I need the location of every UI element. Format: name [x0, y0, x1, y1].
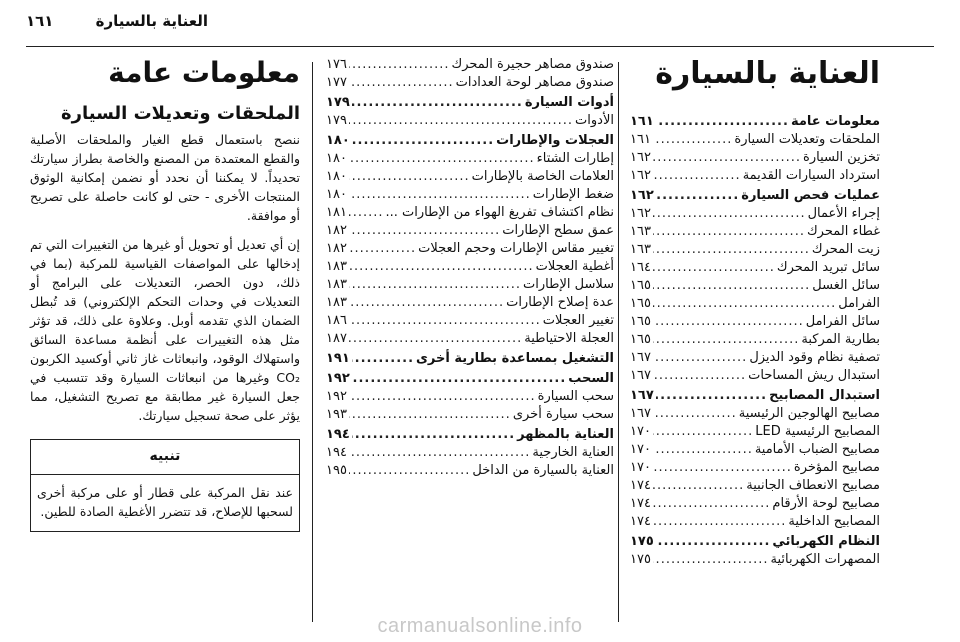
toc-entry-page: ١٨٣ — [326, 277, 347, 292]
toc-entry[interactable] — [326, 276, 614, 294]
toc-entry[interactable] — [326, 444, 614, 462]
toc-leader-dots — [653, 241, 810, 259]
toc-heading-entry[interactable] — [630, 387, 880, 405]
toc-entry-label: استرداد السيارات القديمة — [742, 168, 880, 183]
toc-entry-page: ١٧٦ — [326, 57, 347, 72]
toc-entry-label: أدوات السيارة — [524, 95, 614, 110]
info-column — [30, 56, 300, 532]
toc-entry[interactable] — [630, 241, 880, 259]
toc-entry[interactable] — [630, 205, 880, 223]
toc-entry-label: زيت المحرك — [811, 242, 880, 257]
toc-entry-page: ١٧٤ — [630, 514, 651, 529]
toc-heading-entry[interactable] — [326, 370, 614, 388]
caution-body: عند نقل المركبة على قطار أو على مركبة أخرى لسحبها للإصلاح، قد تتضرر الأغطية الصادة للطين. — [37, 485, 293, 519]
toc-entry[interactable] — [326, 150, 614, 168]
toc-entry-page: ١٦٢ — [630, 188, 654, 203]
toc-leader-dots — [653, 367, 746, 385]
toc-entry[interactable] — [326, 74, 614, 92]
toc-leader-dots — [653, 459, 792, 477]
toc-entry[interactable] — [630, 423, 880, 441]
toc-leader-dots — [352, 94, 523, 112]
toc-entry-page: ١٦٧ — [630, 368, 651, 383]
toc-leader-dots — [656, 533, 771, 551]
toc-leader-dots — [349, 406, 511, 424]
toc-leader-dots — [352, 132, 494, 150]
toc-entry-page: ١٧٩ — [326, 95, 350, 110]
toc-entry[interactable] — [326, 406, 614, 424]
toc-entry-page: ١٦٧ — [630, 350, 651, 365]
toc-leader-dots — [653, 513, 786, 531]
toc-leader-dots — [349, 112, 573, 130]
info-paragraph-1: ننصح باستعمال قطع الغيار والملحقات الأصلية والقطع المعتمدة من المصنع والخاصة بطراز سيارتك تحديداً. لا يمكننا أن نحدد أو نضمن إمكانية الوثوق المنتجات الأخرى - حتى لو كانت حاصلة على تصريح أو موافقة. — [30, 132, 300, 223]
toc-entry-page: ١٦٢ — [630, 206, 651, 221]
toc-entry-label: مصابيح الهالوجين الرئيسية — [738, 406, 880, 421]
toc-leader-dots — [349, 258, 534, 276]
toc-entry[interactable] — [630, 331, 880, 349]
toc-entry-label: الفرامل — [838, 296, 880, 311]
toc-heading-entry[interactable] — [326, 132, 614, 150]
toc-entry-label: المصابيح الداخلية — [788, 514, 880, 529]
toc-leader-dots — [653, 331, 799, 349]
toc-leader-dots — [653, 313, 804, 331]
toc-leader-dots — [656, 387, 767, 405]
toc-leader-dots — [653, 149, 801, 167]
toc-leader-dots — [349, 294, 504, 312]
toc-leader-dots — [653, 131, 732, 149]
toc-entry-page: ١٩٥ — [326, 463, 347, 478]
toc-leader-dots — [653, 349, 747, 367]
toc-entry-label: سحب سيارة أخرى — [512, 407, 614, 422]
toc-leader-dots — [349, 444, 530, 462]
toc-leader-dots — [656, 187, 739, 205]
toc-entry-label: تصفية نظام وقود الديزل — [749, 350, 880, 365]
toc-entry-label: العجلات والإطارات — [496, 133, 614, 148]
toc-leader-dots — [349, 222, 500, 240]
caution-box — [30, 439, 300, 532]
toc-entry-label: سائل الغسل — [812, 278, 880, 293]
toc-entry-page: ١٧٠ — [630, 460, 651, 475]
toc-leader-dots — [653, 477, 744, 495]
toc-entry[interactable] — [326, 388, 614, 406]
header-title: العناية بالسيارة — [95, 12, 208, 30]
toc-entry-page: ١٦٣ — [630, 224, 651, 239]
toc-entry-page: ١٨٦ — [326, 313, 347, 328]
toc-entry-label: معلومات عامة — [790, 114, 880, 129]
toc-entry-label: غطاء المحرك — [806, 224, 880, 239]
toc-entry-page: ١٨٠ — [326, 169, 347, 184]
toc-entry[interactable] — [630, 313, 880, 331]
toc-leader-dots — [653, 277, 810, 295]
toc-leader-dots — [349, 150, 535, 168]
toc-heading-entry[interactable] — [630, 533, 880, 551]
toc-entry-label: سحب السيارة — [537, 389, 614, 404]
toc-entry-label: التشغيل بمساعدة بطارية أخرى — [416, 351, 614, 366]
toc-entry-page: ١٩١ — [326, 351, 350, 366]
toc-entry[interactable] — [630, 349, 880, 367]
toc-entry-label: تغيير مقاس الإطارات وحجم العجلات — [418, 241, 614, 256]
toc-entry-label: ضغط الإطارات — [532, 187, 614, 202]
toc-leader-dots — [653, 405, 737, 423]
toc-entry[interactable] — [630, 477, 880, 495]
toc-entry[interactable] — [630, 551, 880, 569]
toc-entry[interactable] — [326, 240, 614, 258]
toc-entry-label: استبدال ريش المساحات — [748, 368, 880, 383]
toc-entry-page: ١٧٥ — [630, 552, 651, 567]
toc-entry-page: ١٦٧ — [630, 406, 651, 421]
toc-leader-dots — [653, 423, 753, 441]
toc-entry[interactable] — [326, 186, 614, 204]
toc-leader-dots — [349, 240, 416, 258]
toc-leader-dots — [653, 167, 741, 185]
toc-entry-page: ١٧٤ — [630, 496, 651, 511]
toc-entry[interactable] — [630, 167, 880, 185]
toc-entry-page: ١٧٠ — [630, 424, 651, 439]
toc-entry-label: سائل تبريد المحرك — [776, 260, 880, 275]
toc-leader-dots — [349, 74, 454, 92]
toc-mid-list — [326, 56, 614, 480]
toc-entry[interactable] — [630, 367, 880, 385]
toc-leader-dots — [349, 168, 470, 186]
toc-entry[interactable] — [630, 405, 880, 423]
toc-heading-entry[interactable] — [326, 350, 614, 368]
toc-entry-label: استبدال المصابيح — [769, 388, 880, 403]
toc-entry[interactable] — [630, 441, 880, 459]
toc-leader-dots — [653, 551, 769, 569]
toc-entry-page: ١٦٥ — [630, 296, 651, 311]
header-rule — [26, 46, 934, 47]
toc-entry-label: العناية بالمظهر — [517, 427, 614, 442]
toc-leader-dots — [653, 259, 775, 277]
toc-leader-dots — [349, 388, 536, 406]
toc-entry-label: المصهرات الكهربائية — [770, 552, 880, 567]
toc-entry-label: سلاسل الإطارات — [523, 277, 614, 292]
toc-entry[interactable] — [326, 168, 614, 186]
toc-leader-dots — [352, 350, 414, 368]
toc-entry-label: العجلة الاحتياطية — [524, 331, 614, 346]
toc-mid-column — [326, 56, 614, 480]
toc-entry-page: ١٦٤ — [630, 260, 651, 275]
toc-right-column — [630, 56, 880, 569]
toc-right-list — [630, 113, 880, 569]
toc-entry-page: ١٦٥ — [630, 278, 651, 293]
toc-entry-label: مصابيح لوحة الأرقام — [772, 496, 880, 511]
toc-leader-dots — [349, 330, 522, 348]
toc-entry-page: ١٦١ — [630, 114, 654, 129]
toc-entry-label: مصابيح الانعطاف الجانبية — [746, 478, 880, 493]
toc-entry-label: صندوق مصاهر لوحة العدادات — [455, 75, 614, 90]
toc-entry-page: ١٩٣ — [326, 407, 347, 422]
toc-entry-page: ١٨٢ — [326, 241, 347, 256]
toc-entry[interactable] — [326, 204, 614, 222]
toc-entry-label: العلامات الخاصة بالإطارات — [471, 169, 614, 184]
toc-leader-dots — [349, 462, 470, 480]
toc-entry[interactable] — [326, 312, 614, 330]
page-number: ١٦١ — [26, 12, 54, 30]
toc-entry-label: الملحقات وتعديلات السيارة — [734, 132, 880, 147]
toc-entry[interactable] — [630, 513, 880, 531]
toc-heading-entry[interactable] — [630, 187, 880, 205]
toc-entry-page: ١٨٢ — [326, 223, 347, 238]
toc-entry[interactable] — [630, 277, 880, 295]
toc-entry-page: ١٩٤ — [326, 445, 347, 460]
toc-entry[interactable] — [630, 131, 880, 149]
toc-entry-page: ١٦١ — [630, 132, 651, 147]
toc-entry-page: ١٩٢ — [326, 389, 347, 404]
toc-leader-dots — [349, 186, 531, 204]
toc-entry[interactable] — [630, 295, 880, 313]
toc-entry-page: ١٨٧ — [326, 331, 347, 346]
toc-heading-entry[interactable] — [630, 113, 880, 131]
toc-leader-dots — [352, 370, 566, 388]
toc-entry[interactable] — [326, 258, 614, 276]
toc-leader-dots — [653, 441, 753, 459]
toc-entry-label: نظام اكتشاف تفريغ الهواء من الإطارات ... — [385, 205, 614, 220]
toc-entry-page: ١٨٣ — [326, 295, 347, 310]
toc-leader-dots — [349, 56, 450, 74]
toc-entry[interactable] — [630, 223, 880, 241]
toc-entry-label: بطارية المركبة — [801, 332, 880, 347]
toc-heading-entry[interactable] — [326, 94, 614, 112]
toc-entry[interactable] — [326, 112, 614, 130]
toc-entry-label: النظام الكهربائي — [772, 534, 880, 549]
toc-entry-page: ١٦٧ — [630, 388, 654, 403]
toc-entry-page: ١٧٧ — [326, 75, 347, 90]
toc-entry-label: سائل الفرامل — [805, 314, 880, 329]
toc-entry-page: ١٦٢ — [630, 150, 651, 165]
toc-entry-page: ١٨٠ — [326, 133, 350, 148]
toc-entry-label: صندوق مصاهر حجيرة المحرك — [451, 57, 614, 72]
toc-leader-dots — [349, 204, 384, 222]
toc-entry-page: ١٨٠ — [326, 187, 347, 202]
chapter-title: العناية بالسيارة — [655, 56, 880, 91]
toc-entry-label: عمق سطح الإطارات — [502, 223, 614, 238]
toc-leader-dots — [349, 312, 541, 330]
info-subtitle: الملحقات وتعديلات السيارة — [60, 103, 300, 124]
toc-entry-label: إطارات الشتاء — [536, 151, 614, 166]
toc-entry[interactable] — [630, 149, 880, 167]
toc-entry-label: أغطية العجلات — [535, 259, 614, 274]
toc-entry-label: عدة إصلاح الإطارات — [506, 295, 614, 310]
toc-entry-page: ١٧٥ — [630, 534, 654, 549]
toc-leader-dots — [653, 205, 806, 223]
toc-entry[interactable] — [326, 56, 614, 74]
column-divider-right — [618, 62, 619, 622]
toc-entry-label: المصابيح الرئيسية LED — [755, 424, 880, 439]
toc-entry-page: ١٦٥ — [630, 332, 651, 347]
toc-entry-page: ١٨٣ — [326, 259, 347, 274]
toc-leader-dots — [352, 426, 515, 444]
toc-entry-label: إجراء الأعمال — [807, 206, 880, 221]
toc-leader-dots — [653, 295, 836, 313]
info-paragraph-2: إن أي تعديل أو تحويل أو غيرها من التغييرات التي تم إدخالها على المواصفات القياسية للمركبة (بما في ذلك، دون الحصر، التعديلات على البرامج أو التعديلات في وحدات التحكم الإلكتروني) قد تُبطل الضمان الذي تقدمه أوبل. وعلاوة على ذلك، قد تؤثر مثل هذه التغييرات على أنظمة مساعدة السائق واستهلاك الوقود، وانبعاثات غاز ثاني أوكسيد الكربون CO₂ وغيرها من انبعاثات السيارة وقد تتسبب في جعل السيارة غير مطابقة مع تصريح التشغيل، مما يؤثر على صحة تسجيل سيارتك. — [30, 237, 300, 423]
toc-entry-page: ١٦٣ — [630, 242, 651, 257]
toc-entry-page: ١٧٠ — [630, 442, 651, 457]
toc-entry[interactable] — [326, 462, 614, 480]
info-title: معلومات عامة — [108, 56, 300, 89]
toc-entry-label: عمليات فحص السيارة — [741, 188, 880, 203]
toc-entry-page: ١٦٢ — [630, 168, 651, 183]
toc-entry[interactable] — [326, 294, 614, 312]
toc-entry-label: مصابيح المؤخرة — [793, 460, 880, 475]
column-divider-left — [312, 62, 313, 622]
toc-entry-label: تغيير العجلات — [542, 313, 614, 328]
toc-entry-page: ١٨١ — [326, 205, 347, 220]
toc-entry-page: ١٦٥ — [630, 314, 651, 329]
toc-entry-page: ١٩٤ — [326, 427, 350, 442]
toc-entry[interactable] — [326, 330, 614, 348]
toc-entry-label: تخزين السيارة — [803, 150, 880, 165]
toc-entry-label: مصابيح الضباب الأمامية — [754, 442, 880, 457]
toc-entry-page: ١٩٢ — [326, 371, 350, 386]
toc-entry-label: العناية الخارجية — [532, 445, 614, 460]
toc-entry-label: العناية بالسيارة من الداخل — [472, 463, 614, 478]
toc-entry[interactable] — [630, 495, 880, 513]
toc-entry[interactable] — [326, 222, 614, 240]
toc-heading-entry[interactable] — [326, 426, 614, 444]
toc-entry-page: ١٧٩ — [326, 113, 347, 128]
toc-leader-dots — [653, 495, 770, 513]
toc-entry[interactable] — [630, 259, 880, 277]
toc-entry-label: السحب — [568, 371, 614, 386]
toc-entry[interactable] — [630, 459, 880, 477]
toc-leader-dots — [656, 113, 789, 131]
toc-entry-page: ١٧٤ — [630, 478, 651, 493]
toc-entry-page: ١٨٠ — [326, 151, 347, 166]
caution-heading: تنبيه — [31, 440, 299, 475]
toc-leader-dots — [653, 223, 805, 241]
toc-entry-label: الأدوات — [575, 113, 614, 128]
page-header — [0, 0, 960, 40]
toc-leader-dots — [349, 276, 521, 294]
watermark: carmanualsonline.info — [377, 615, 583, 637]
